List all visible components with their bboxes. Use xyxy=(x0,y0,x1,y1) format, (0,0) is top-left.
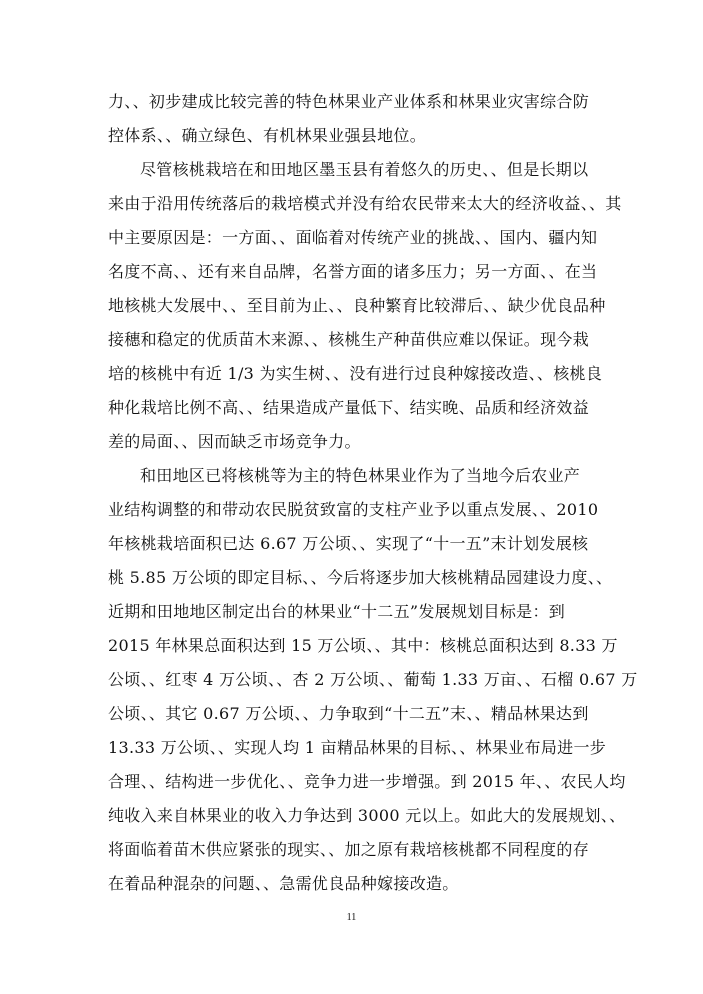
text-line: 公顷、、红枣 4 万公顷、、杏 2 万公顷、、葡萄 1.33 万亩、、石榴 0.67 万 xyxy=(108,670,638,689)
text-line: 桃 5.85 万公顷的即定目标、、今后将逐步加大核桃精品园建设力度、、 xyxy=(108,568,613,587)
text-line: 公顷、、其它 0.67 万公顷、、力争取到“十二五”末、、精品林果达到 xyxy=(108,704,589,723)
text-line: 和田地区已将核桃等为主的特色林果业作为了当地今后农业产 xyxy=(140,466,581,485)
text-line: 13.33 万公顷、、实现人均 1 亩精品林果的目标、、林果业布局进一步 xyxy=(108,738,607,757)
text-line: 控体系、、确立绿色、有机林果业强县地位。 xyxy=(108,126,427,145)
text-line: 名度不高、、还有来自品牌，名誉方面的诸多压力；另一方面、、在当 xyxy=(108,262,598,281)
text-line: 培的核桃中有近 1/3 为实生树、、没有进行过良种嫁接改造、、核桃良 xyxy=(108,364,603,383)
text-line: 年核桃栽培面积已达 6.67 万公顷、、实现了“十一五”末计划发展核 xyxy=(108,534,589,553)
text-line: 接穗和稳定的优质苗木来源、、核桃生产种苗供应难以保证。现今栽 xyxy=(108,330,590,349)
text-line: 力、、初步建成比较完善的特色林果业产业体系和林果业灾害综合防 xyxy=(108,92,590,111)
text-line: 合理、、结构进一步优化、、竞争力进一步增强。到 2015 年、、农民人均 xyxy=(108,772,626,791)
text-line: 在着品种混杂的问题、、急需优良品种嫁接改造。 xyxy=(108,874,459,893)
text-line: 差的局面、、因而缺乏市场竞争力。 xyxy=(108,432,361,451)
text-line: 近期和田地地区制定出台的林果业“十二五”发展规划目标是：到 xyxy=(108,602,566,621)
text-line: 种化栽培比例不高、、结果造成产量低下、结实晚、品质和经济效益 xyxy=(108,398,590,417)
text-line: 尽管核桃栽培在和田地区墨玉县有着悠久的历史、、但是长期以 xyxy=(140,160,589,179)
page-number: 11 xyxy=(346,912,357,923)
text-line: 地核桃大发展中、、至目前为止、、良种繁育比较滞后、、缺少优良品种 xyxy=(108,296,606,315)
text-line: 中主要原因是：一方面、、面临着对传统产业的挑战、、国内、疆内知 xyxy=(108,228,598,247)
text-line: 来由于沿用传统落后的栽培模式并没有给农民带来太大的经济收益、、其 xyxy=(108,194,622,213)
text-line: 纯收入来自林果业的收入力争达到 3000 元以上。如此大的发展规划、、 xyxy=(108,806,626,825)
text-line: 业结构调整的和带动农民脱贫致富的支柱产业予以重点发展、、2010 xyxy=(108,500,599,519)
text-line: 2015 年林果总面积达到 15 万公顷、、其中：核桃总面积达到 8.33 万 xyxy=(108,636,618,655)
text-line: 将面临着苗木供应紧张的现实、、加之原有栽培核桃都不同程度的存 xyxy=(108,840,590,859)
